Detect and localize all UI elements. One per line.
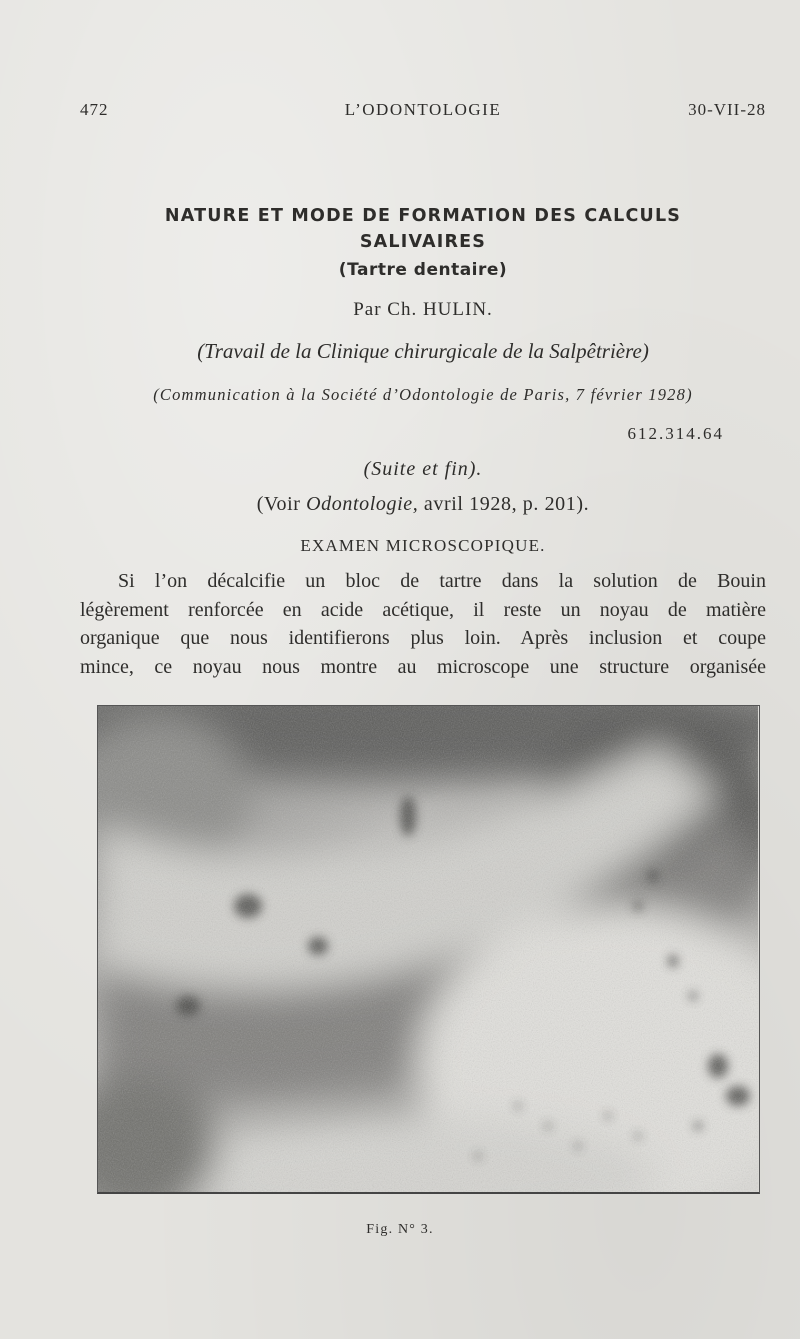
issue-date: 30-VII-28	[688, 100, 766, 119]
article-communication-note: (Communication à la Société d’Odontologie de Paris, 7 février 1928)	[153, 385, 693, 404]
reference-note	[80, 493, 766, 516]
body-line: Si l’on décalcifie un bloc de tartre dans la solution de Bouin	[118, 570, 766, 592]
article-subtitle: (Tartre dentaire)	[338, 260, 508, 280]
classification-code: 612.314.64	[627, 424, 724, 443]
micrograph-image	[98, 706, 758, 1192]
running-header	[80, 100, 766, 126]
figure-caption: Fig. N° 3.	[366, 1222, 434, 1237]
reference-prefix: (Voir	[256, 493, 301, 515]
body-line: légèrement renforcée en acide acétique, il reste un noyau de matière	[80, 598, 766, 621]
reference-journal: Odontologie,	[306, 493, 419, 515]
article-author: Par Ch. HULIN.	[353, 299, 493, 320]
article-title-line-1: NATURE ET MODE DE FORMATION DES CALCULS	[164, 206, 682, 226]
micrograph-figure	[97, 705, 760, 1194]
body-paragraph	[80, 567, 766, 681]
article-title-line-2: SALIVAIRES	[359, 232, 487, 252]
continuation-note: (Suite et fin).	[363, 458, 483, 480]
body-line: organique que nous identifierons plus loin. Après inclusion et coupe	[80, 627, 766, 649]
reference-suffix: avril 1928, p. 201).	[423, 493, 590, 515]
section-heading: EXAMEN MICROSCOPIQUE.	[300, 536, 546, 555]
article-affiliation: (Travail de la Clinique chirurgicale de la Salpêtrière)	[197, 339, 649, 363]
journal-title: L’ODONTOLOGIE	[344, 100, 502, 119]
body-line: mince, ce noyau nous montre au microscope une structure organisée	[80, 655, 766, 678]
page-number: 472	[80, 100, 109, 119]
article-title	[80, 203, 766, 255]
